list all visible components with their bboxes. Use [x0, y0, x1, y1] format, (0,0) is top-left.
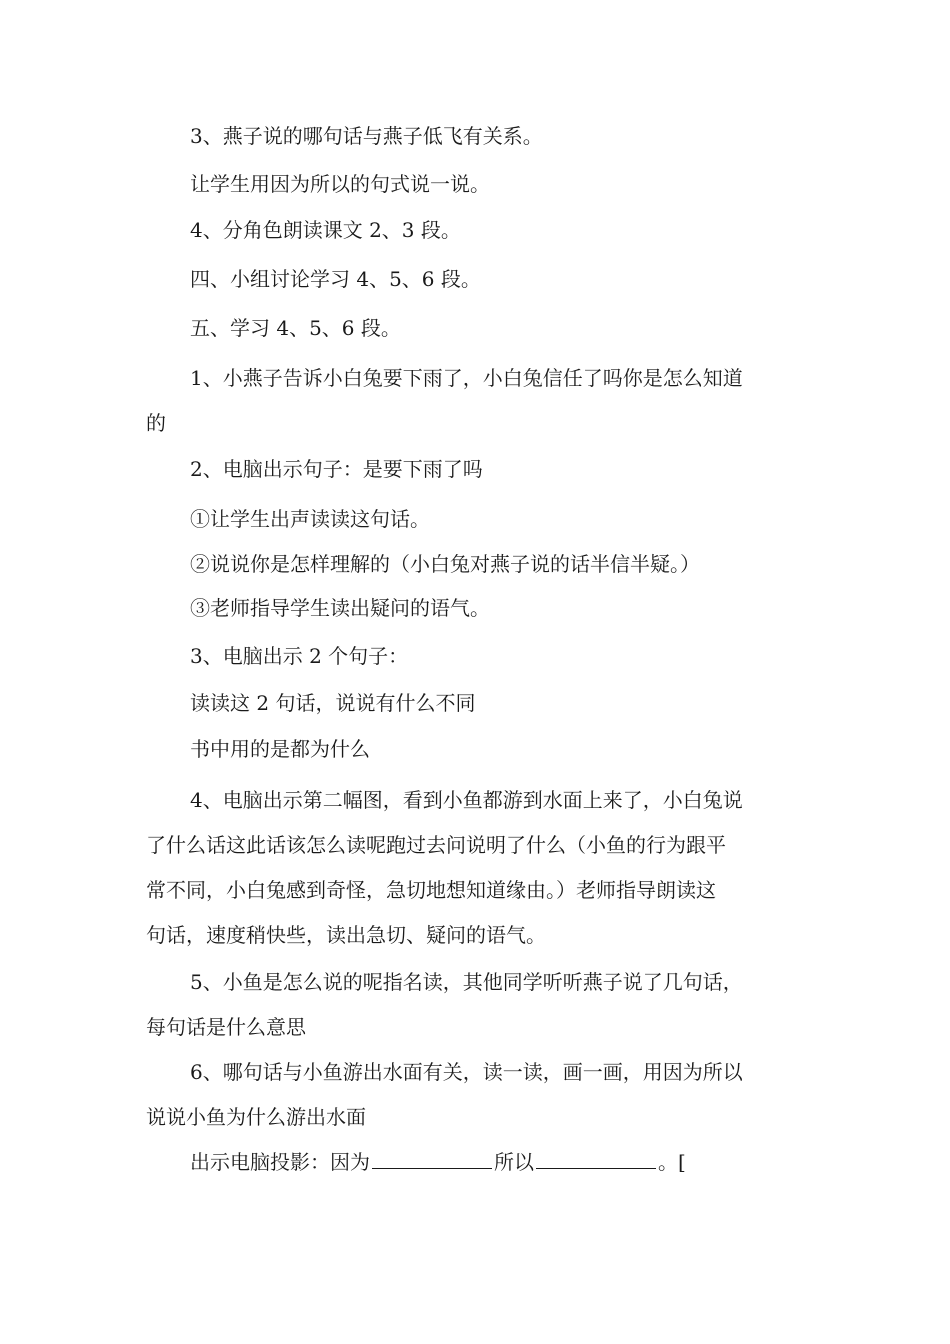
line-suffix: 。[ — [658, 1150, 686, 1174]
text-line: 1、小燕子告诉小白兔要下雨了，小白兔信任了吗你是怎么知道 — [190, 366, 743, 390]
text-line: ②说说你是怎样理解的（小白兔对燕子说的话半信半疑。） — [190, 552, 700, 576]
paragraph — [146, 1140, 810, 1185]
paragraph — [146, 586, 810, 631]
paragraph — [146, 542, 810, 587]
text-line-with-blanks — [146, 1140, 810, 1185]
text-line: 每句话是什么意思 — [146, 1015, 306, 1039]
text-line: 书中用的是都为什么 — [190, 737, 370, 761]
paragraph — [146, 257, 810, 302]
paragraph — [146, 208, 810, 253]
text-line: 5、小鱼是怎么说的呢指名读，其他同学听听燕子说了几句话， — [190, 970, 743, 994]
text-line: 4、电脑出示第二幅图，看到小鱼都游到水面上来了，小白兔说 — [190, 788, 743, 812]
paragraph — [146, 356, 810, 446]
line-prefix: 出示电脑投影：因为 — [190, 1150, 370, 1174]
paragraph — [146, 447, 810, 492]
paragraph — [146, 497, 810, 542]
text-line: 句话，速度稍快些，读出急切、疑问的语气。 — [146, 923, 546, 947]
text-line: 3、燕子说的哪句话与燕子低飞有关系。 — [190, 124, 543, 148]
paragraph — [146, 114, 810, 159]
text-line: 了什么话这此话该怎么读呢跑过去问说明了什么（小鱼的行为跟平 — [146, 833, 726, 857]
text-line: ①让学生出声读读这句话。 — [190, 507, 430, 531]
paragraph — [146, 162, 810, 207]
paragraph — [146, 634, 810, 679]
text-line: 3、电脑出示 2 个句子： — [190, 644, 409, 668]
fill-in-blank — [536, 1167, 656, 1169]
paragraph — [146, 306, 810, 351]
text-line: 2、电脑出示句子：是要下雨了吗 — [190, 457, 483, 481]
text-line: 读读这 2 句话，说说有什么不同 — [190, 691, 476, 715]
fill-in-blank — [372, 1167, 492, 1169]
paragraph — [146, 778, 810, 958]
text-line: 4、分角色朗读课文 2、3 段。 — [190, 218, 461, 242]
text-line: 四、小组讨论学习 4、5、6 段。 — [190, 267, 481, 291]
paragraph — [146, 960, 810, 1050]
paragraph — [146, 681, 810, 726]
text-line: 的 — [146, 411, 166, 435]
paragraph — [146, 727, 810, 772]
text-line: 让学生用因为所以的句式说一说。 — [190, 172, 490, 196]
text-line: 说说小鱼为什么游出水面 — [146, 1105, 366, 1129]
line-middle: 所以 — [494, 1150, 534, 1174]
text-line: 6、哪句话与小鱼游出水面有关，读一读，画一画，用因为所以 — [190, 1060, 743, 1084]
text-line: 常不同，小白兔感到奇怪，急切地想知道缘由。）老师指导朗读这 — [146, 878, 716, 902]
paragraph — [146, 1050, 810, 1140]
text-line: ③老师指导学生读出疑问的语气。 — [190, 596, 490, 620]
text-line: 五、学习 4、5、6 段。 — [190, 316, 401, 340]
